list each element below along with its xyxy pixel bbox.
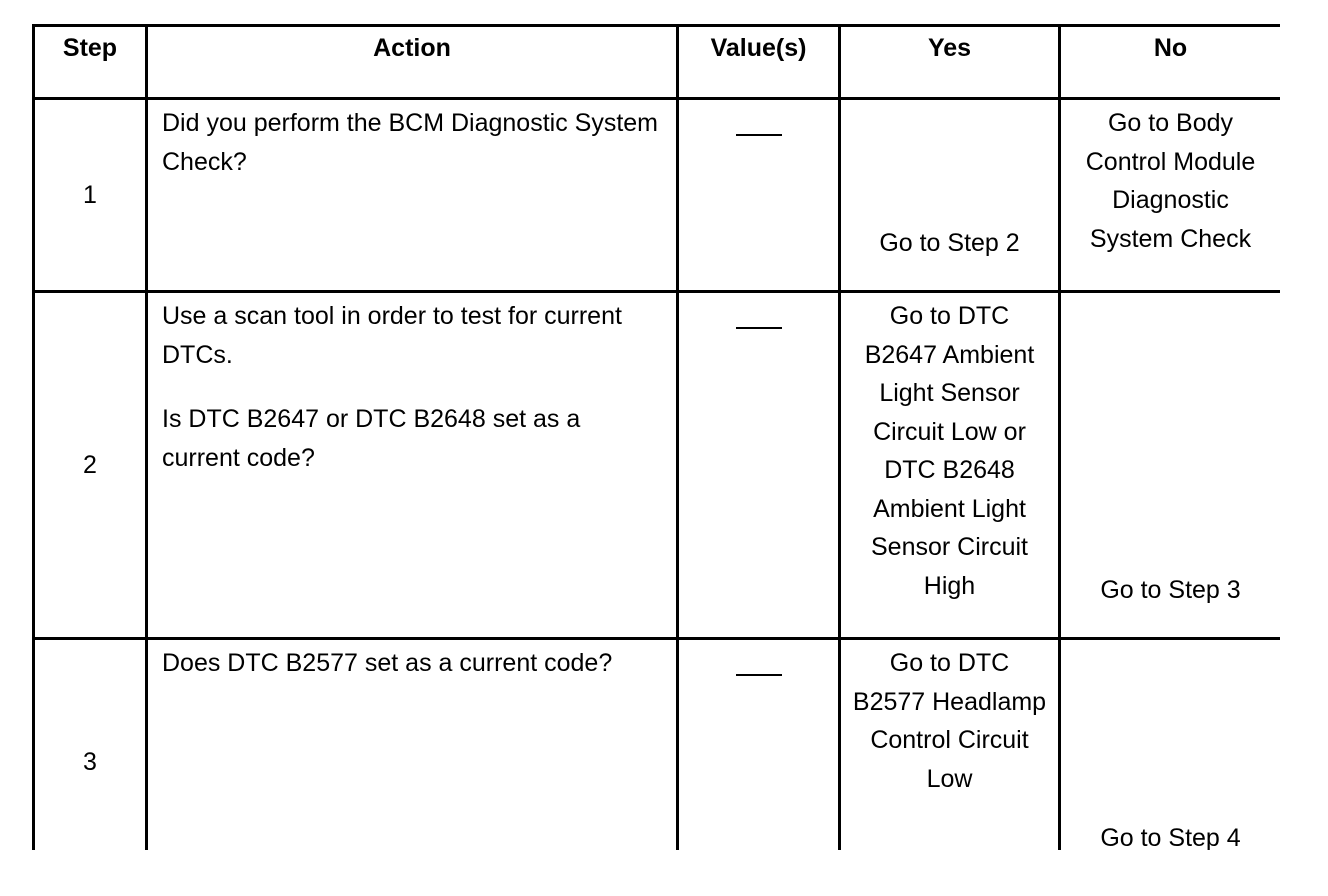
- diagnostic-table: [32, 24, 1280, 850]
- diagnostic-table-container: [32, 24, 1280, 850]
- yes-cell: [840, 639, 1060, 851]
- action-question: Is DTC B2647 or DTC B2648 set as a current code?: [162, 405, 581, 472]
- header-action: Action: [147, 26, 678, 99]
- header-row: [34, 26, 1281, 99]
- no-cell: [1060, 639, 1281, 851]
- table-row: [34, 99, 1281, 292]
- value-cell: [678, 639, 840, 851]
- header-no: No: [1060, 26, 1281, 99]
- table-row: [34, 292, 1281, 639]
- header-yes: Yes: [840, 26, 1060, 99]
- value-blank-line: [736, 327, 782, 329]
- yes-cell: [840, 99, 1060, 292]
- value-cell: [678, 99, 840, 292]
- yes-text: Go to DTC B2647 Ambient Light Sensor Circuit Low or DTC B2648 Ambient Light Sensor Circuit High: [864, 302, 1035, 600]
- no-cell: [1060, 292, 1281, 639]
- value-blank-line: [736, 134, 782, 136]
- no-text: Go to Step 4: [1100, 823, 1241, 850]
- value-blank-line: [736, 674, 782, 676]
- action-text: Use a scan tool in order to test for current DTCs.: [162, 302, 622, 369]
- yes-cell: [840, 292, 1060, 639]
- step-number: 3: [34, 639, 147, 851]
- yes-text: Go to Step 2: [879, 228, 1020, 257]
- step-number: 1: [34, 99, 147, 292]
- table-row: [34, 639, 1281, 851]
- header-step: Step: [34, 26, 147, 99]
- no-text: Go to Body Control Module Diagnostic System Check: [1085, 109, 1256, 253]
- value-cell: [678, 292, 840, 639]
- action-cell: [147, 99, 678, 292]
- header-values: Value(s): [678, 26, 840, 99]
- action-text: Does DTC B2577 set as a current code?: [162, 649, 613, 677]
- step-number: 2: [34, 292, 147, 639]
- no-text: Go to Step 3: [1100, 575, 1241, 604]
- action-cell: [147, 639, 678, 851]
- no-cell: [1060, 99, 1281, 292]
- yes-text: Go to DTC B2577 Headlamp Control Circuit Low: [852, 649, 1047, 793]
- action-text: Did you perform the BCM Diagnostic System Check?: [162, 109, 659, 176]
- action-cell: [147, 292, 678, 639]
